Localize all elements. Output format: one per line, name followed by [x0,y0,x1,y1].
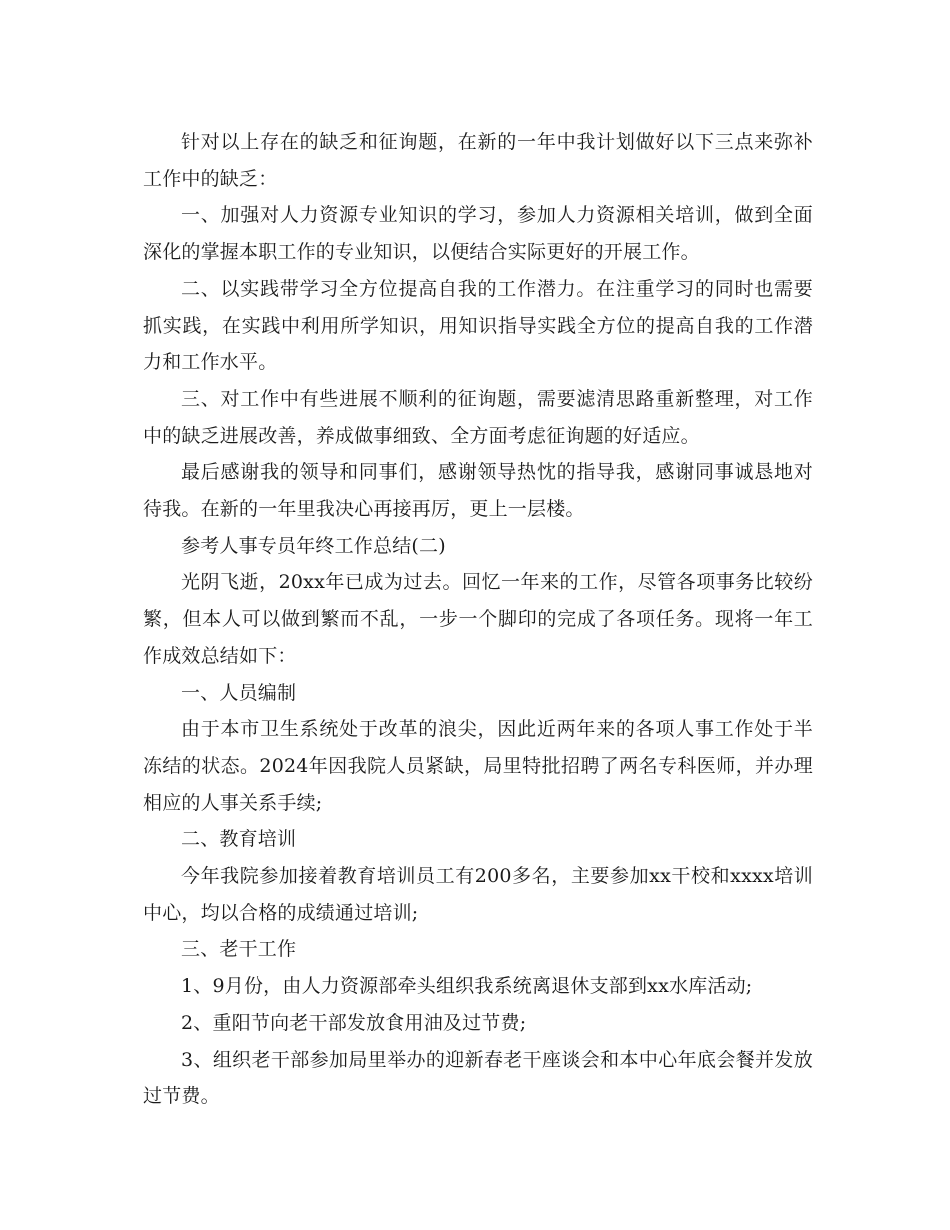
paragraph-overview: 光阴飞逝，20xx年已成为过去。回忆一年来的工作，尽管各项事务比较纷繁，但本人可以做到繁而不乱，一步一个脚印的完成了各项任务。现将一年工作成效总结如下： [143,571,813,667]
paragraph-plan-three: 三、对工作中有些进展不顺利的征询题，需要滤清思路重新整理，对工作中的缺乏进展改善，养成做事细致、全方面考虑征询题的好适应。 [143,387,813,447]
document-body [143,124,813,1115]
paragraph-training: 今年我院参加接着教育培训员工有200多名，主要参加xx干校和xxxx培训中心，均以合格的成绩通过培训; [143,865,813,924]
heading-retired-cadres: 三、老干工作 [181,938,297,961]
section-title: 参考人事专员年终工作总结(二) [181,534,446,557]
heading-training: 二、教育培训 [181,828,297,851]
paragraph-staffing: 由于本市卫生系统处于改革的浪尖，因此近两年来的各项人事工作处于半冻结的状态。2024年因我院人员紧缺，局里特批招聘了两名专科医师，并办理相应的人事关系手续; [143,718,813,814]
paragraph-plan-one: 一、加强对人力资源专业知识的学习，参加人力资源相关培训，做到全面深化的掌握本职工作的专业知识，以便结合实际更好的开展工作。 [143,204,813,264]
paragraph-intro: 针对以上存在的缺乏和征询题，在新的一年中我计划做好以下三点来弥补工作中的缺乏： [143,131,813,190]
heading-staffing: 一、人员编制 [181,681,297,704]
paragraph-plan-two: 二、以实践带学习全方位提高自我的工作潜力。在注重学习的同时也需要抓实践，在实践中利用所学知识，用知识指导实践全方位的提高自我的工作潜力和工作水平。 [143,277,813,374]
list-item-retired-3: 3、组织老干部参加局里举办的迎新春老干座谈会和本中心年底会餐并发放过节费。 [143,1048,813,1108]
paragraph-thanks: 最后感谢我的领导和同事们，感谢领导热忱的指导我，感谢同事诚恳地对待我。在新的一年里我决心再接再厉，更上一层楼。 [143,461,813,521]
list-item-retired-1: 1、9月份，由人力资源部牵头组织我系统离退休支部到xx水库活动; [181,975,753,998]
list-item-retired-2: 2、重阳节向老干部发放食用油及过节费; [181,1011,527,1034]
